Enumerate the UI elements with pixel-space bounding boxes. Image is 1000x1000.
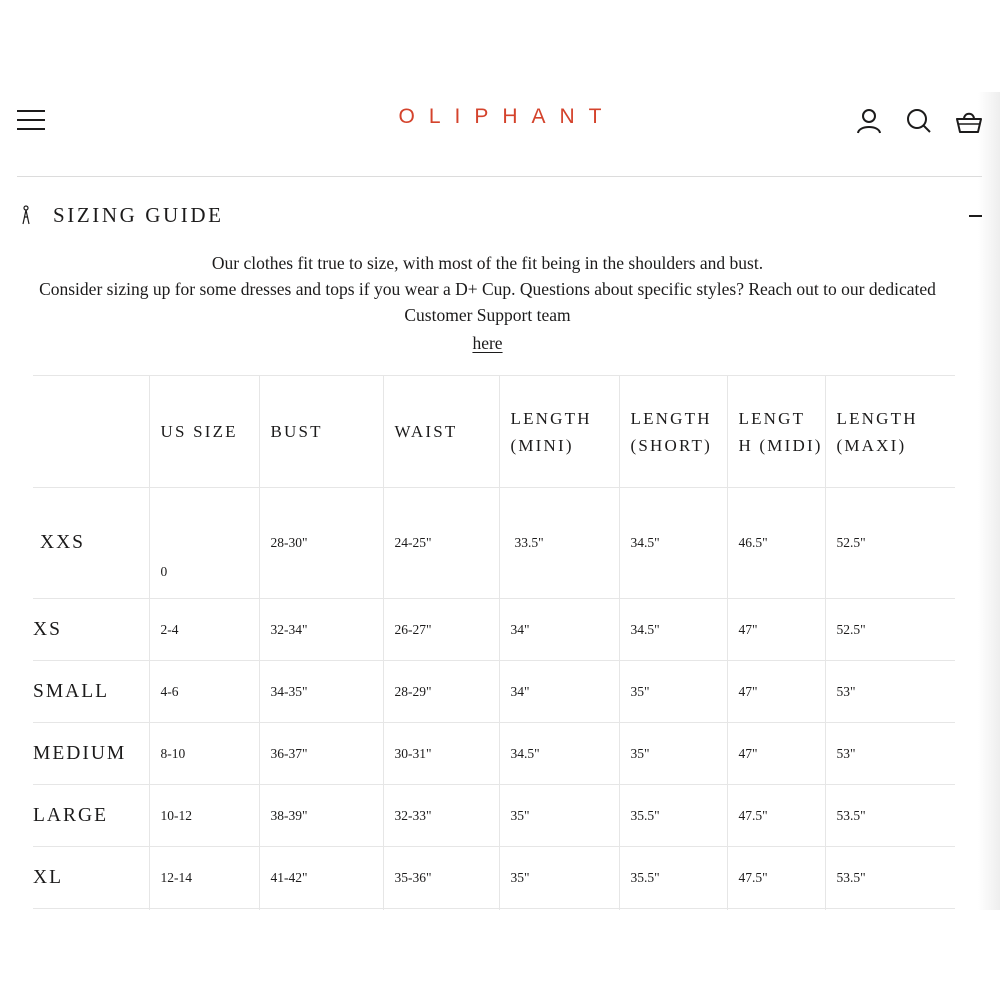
table-row bbox=[33, 661, 955, 723]
table-header: BUST bbox=[259, 376, 383, 488]
table-header: LENGTH (MINI) bbox=[499, 376, 619, 488]
table-cell: 35" bbox=[619, 661, 727, 723]
table-cell: 53" bbox=[825, 661, 955, 723]
intro-line-2: Consider sizing up for some dresses and tops if you wear a D+ Cup. Questions about specific styles? Reach out to our dedicated Customer Support team bbox=[39, 279, 936, 325]
table-header bbox=[33, 376, 149, 488]
size-label: XXS bbox=[33, 488, 149, 599]
table-cell: 47" bbox=[727, 599, 825, 661]
section-title: SIZING GUIDE bbox=[53, 203, 224, 227]
table-cell: 28-30" bbox=[259, 488, 383, 599]
table-cell: 12-14 bbox=[149, 847, 259, 909]
table-cell: 34.5" bbox=[619, 488, 727, 599]
size-label: LARGE bbox=[33, 785, 149, 847]
table-cell bbox=[259, 909, 383, 911]
table-cell bbox=[149, 909, 259, 911]
table-cell: 47" bbox=[727, 661, 825, 723]
table-cell: 35" bbox=[499, 847, 619, 909]
table-row bbox=[33, 847, 955, 909]
table-cell: 34" bbox=[499, 599, 619, 661]
account-icon[interactable] bbox=[855, 107, 883, 135]
table-cell: 32-34" bbox=[259, 599, 383, 661]
table-cell: 52.5" bbox=[825, 488, 955, 599]
table-cell: 41-42" bbox=[259, 847, 383, 909]
table-header: LENGTH (SHORT) bbox=[619, 376, 727, 488]
table-cell: 35" bbox=[499, 785, 619, 847]
table-row bbox=[33, 723, 955, 785]
sizing-intro bbox=[25, 250, 950, 356]
size-label: XL bbox=[33, 847, 149, 909]
table-cell: 38-39" bbox=[259, 785, 383, 847]
table-cell: 34.5" bbox=[619, 599, 727, 661]
table-cell bbox=[499, 909, 619, 911]
table-header-row bbox=[33, 376, 955, 488]
table-row bbox=[33, 488, 955, 599]
table-cell: 35.5" bbox=[619, 785, 727, 847]
size-label: XS bbox=[33, 599, 149, 661]
table-row bbox=[33, 909, 955, 911]
table-cell: 26-27" bbox=[383, 599, 499, 661]
site-header bbox=[0, 95, 1000, 151]
table-cell: 8-10 bbox=[149, 723, 259, 785]
table-cell: 35-36" bbox=[383, 847, 499, 909]
table-header: LENGTH (MAXI) bbox=[825, 376, 955, 488]
table-cell: 34-35" bbox=[259, 661, 383, 723]
table-cell: 2-4 bbox=[149, 599, 259, 661]
cart-icon[interactable] bbox=[955, 107, 983, 135]
table-cell: 34" bbox=[499, 661, 619, 723]
table-cell: 47" bbox=[727, 723, 825, 785]
size-label: SMALL bbox=[33, 661, 149, 723]
size-label: MEDIUM bbox=[33, 723, 149, 785]
table-cell: 47.5" bbox=[727, 785, 825, 847]
table-cell bbox=[383, 909, 499, 911]
table-row bbox=[33, 785, 955, 847]
search-icon[interactable] bbox=[905, 107, 933, 135]
table-header: LENGT H (MIDI) bbox=[727, 376, 825, 488]
table-cell: 35" bbox=[619, 723, 727, 785]
table-cell bbox=[619, 909, 727, 911]
table-header: WAIST bbox=[383, 376, 499, 488]
table-cell: 24-25" bbox=[383, 488, 499, 599]
minus-icon[interactable] bbox=[969, 215, 982, 217]
intro-line-1: Our clothes fit true to size, with most of the fit being in the shoulders and bust. bbox=[211, 253, 764, 273]
table-cell: 34.5" bbox=[499, 723, 619, 785]
table-cell: 33.5" bbox=[499, 488, 619, 599]
table-cell: 4-6 bbox=[149, 661, 259, 723]
table-row bbox=[33, 599, 955, 661]
table-cell: 53" bbox=[825, 723, 955, 785]
table-cell bbox=[727, 909, 825, 911]
table-cell: 46.5" bbox=[727, 488, 825, 599]
table-cell: 47.5" bbox=[727, 847, 825, 909]
table-cell: 28-29" bbox=[383, 661, 499, 723]
sizing-guide-toggle[interactable] bbox=[17, 196, 987, 236]
header-divider bbox=[17, 176, 982, 177]
table-cell: 35.5" bbox=[619, 847, 727, 909]
support-link[interactable]: here bbox=[472, 333, 503, 353]
brand-logo[interactable]: OLIPHANT bbox=[398, 105, 616, 128]
ruler-icon bbox=[21, 205, 31, 225]
size-table-container bbox=[33, 375, 955, 910]
table-cell: 10-12 bbox=[149, 785, 259, 847]
table-cell bbox=[825, 909, 955, 911]
table-cell: 36-37" bbox=[259, 723, 383, 785]
table-cell: 32-33" bbox=[383, 785, 499, 847]
table-cell: 53.5" bbox=[825, 847, 955, 909]
table-cell: 52.5" bbox=[825, 599, 955, 661]
table-header: US SIZE bbox=[149, 376, 259, 488]
table-cell: 0 bbox=[149, 488, 259, 599]
table-cell: 53.5" bbox=[825, 785, 955, 847]
size-table bbox=[33, 375, 955, 910]
menu-icon[interactable] bbox=[17, 109, 45, 131]
table-cell: 30-31" bbox=[383, 723, 499, 785]
table-cell bbox=[33, 909, 149, 911]
